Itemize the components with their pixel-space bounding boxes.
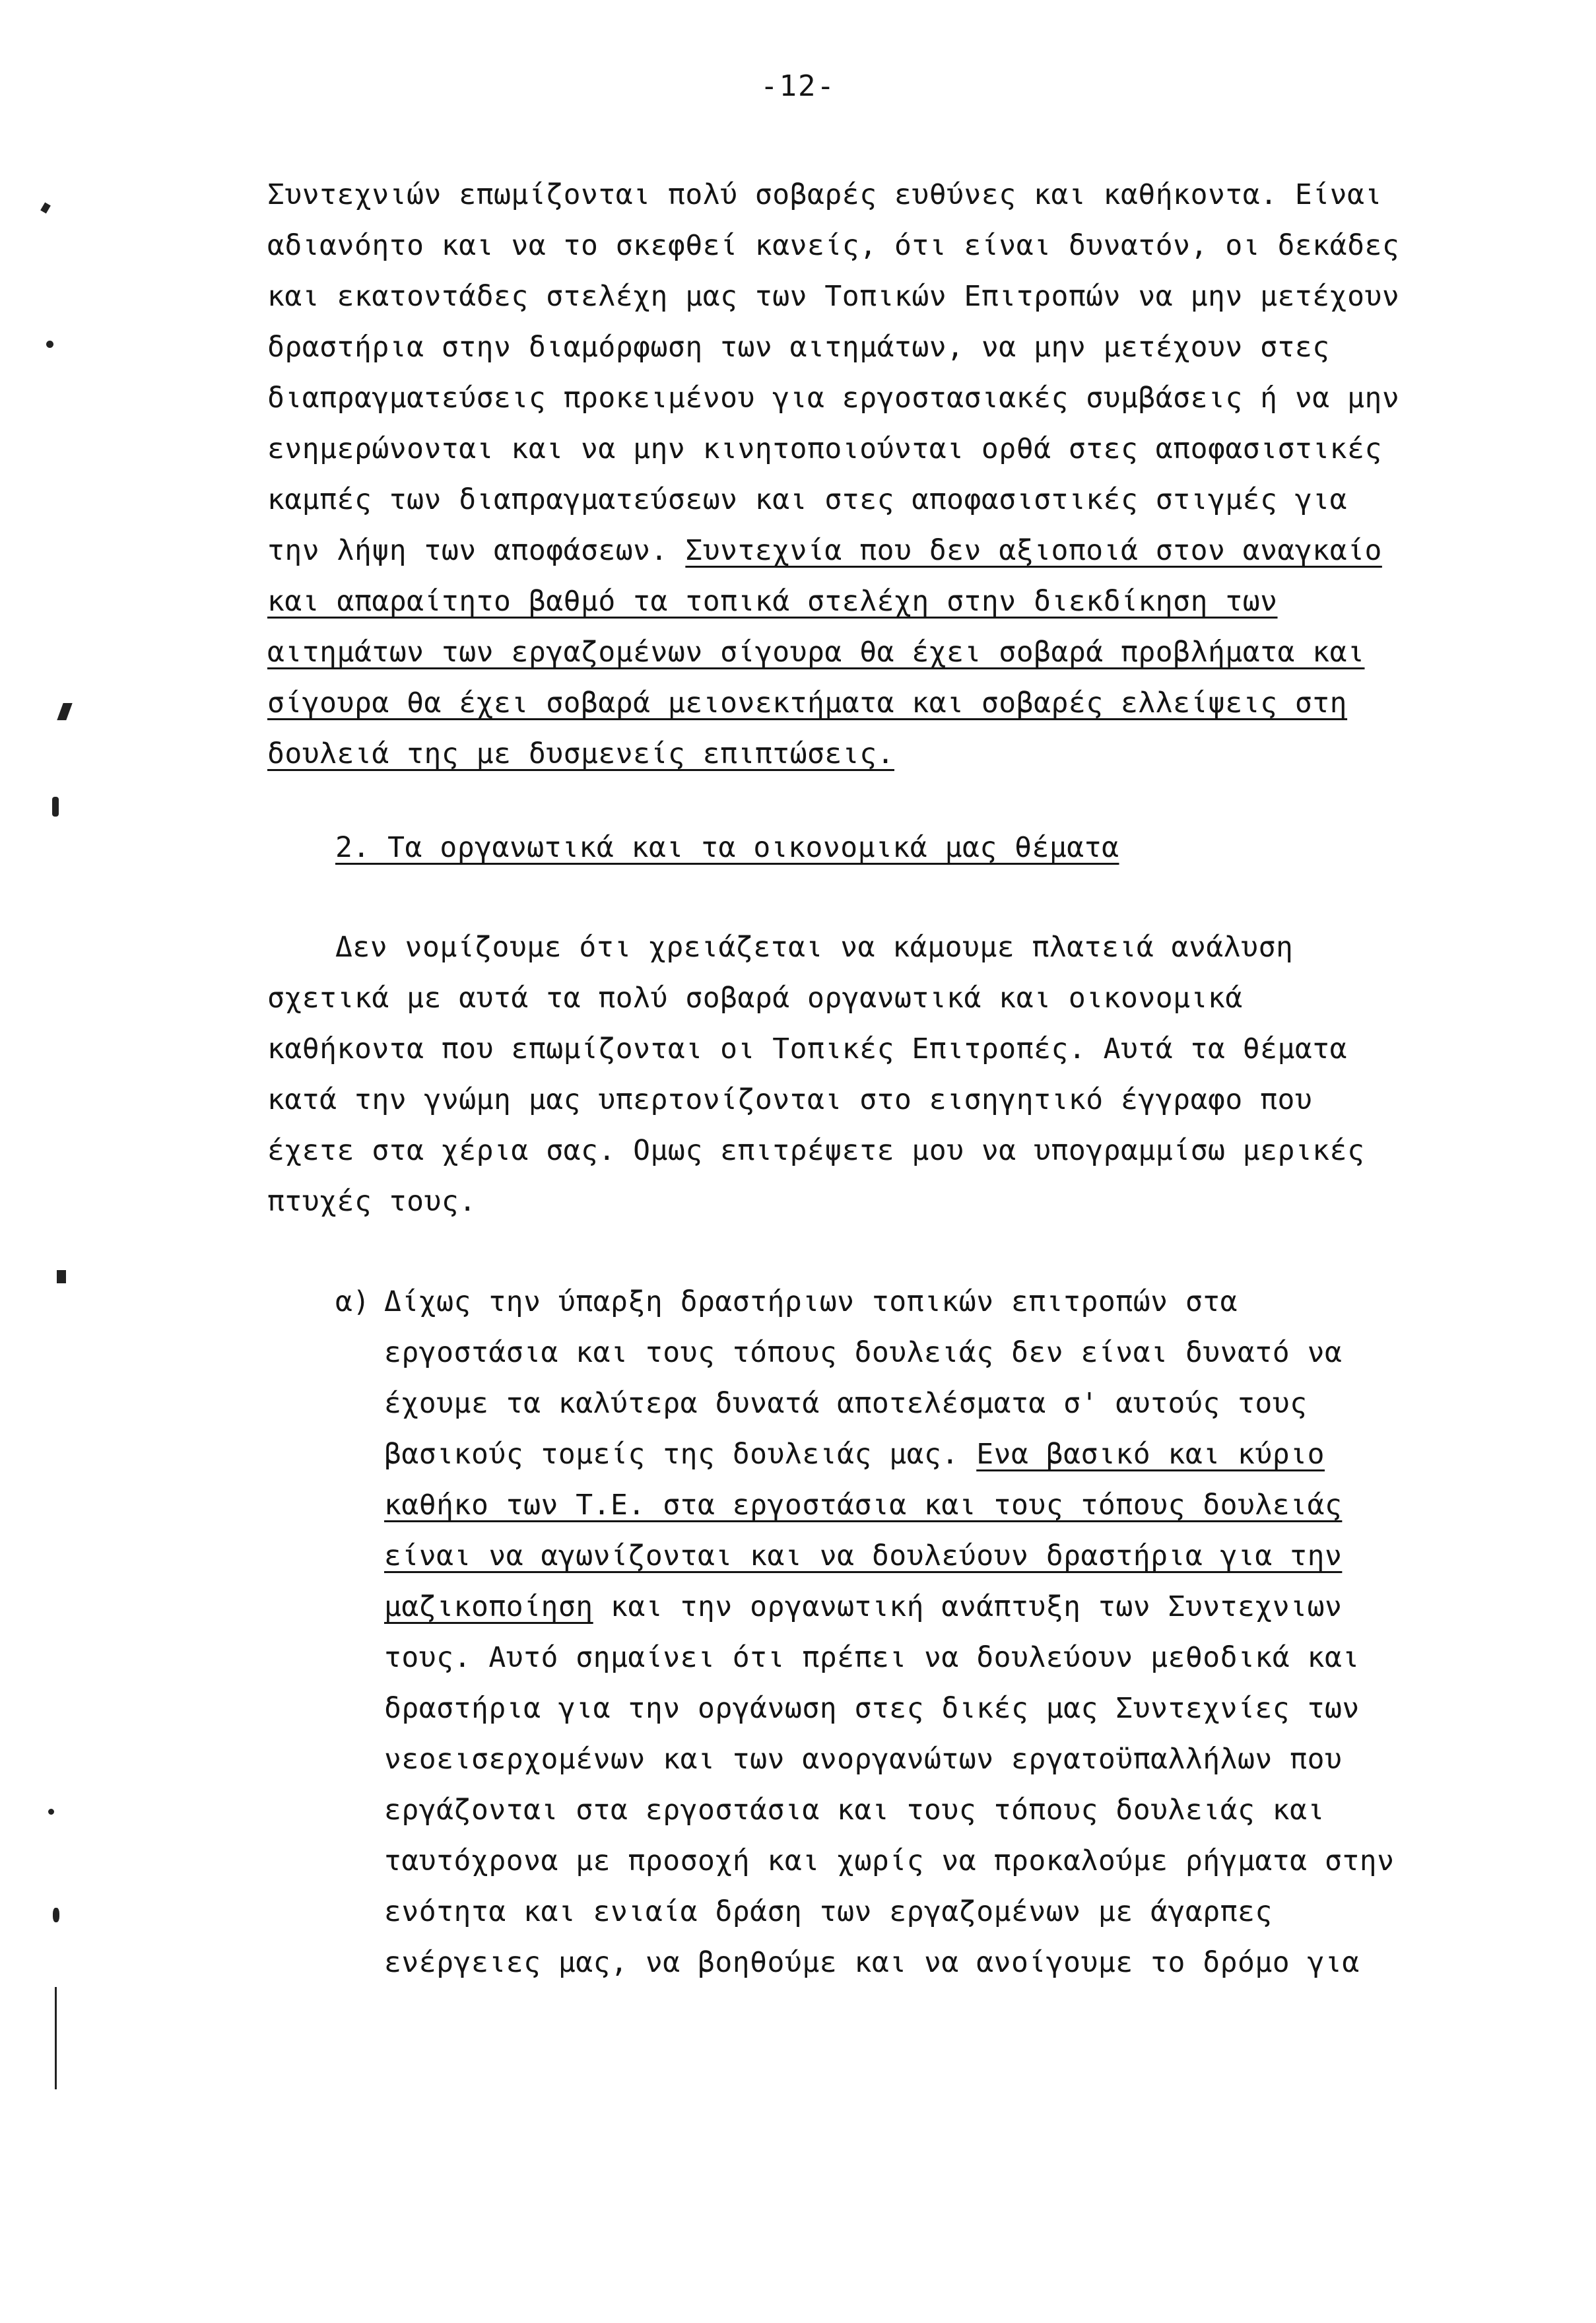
- scan-artifact: [52, 797, 59, 817]
- text-line: ενότητα και ενιαία δράση των εργαζομένων με άγαρπες: [384, 1895, 1273, 1928]
- text-line: καμπές των διαπραγματεύσεων και στες αποφασιστικές στιγμές για: [267, 483, 1348, 516]
- scan-artifact: [55, 1987, 57, 2089]
- text-line: [267, 632, 1364, 672]
- scan-artifact: [46, 341, 53, 348]
- underlined-text: Ενα βασικό και κύριο: [976, 1438, 1325, 1471]
- scan-artifact: [40, 202, 51, 213]
- text-line: [267, 582, 1278, 621]
- text-line: Συντεχνιών επωμίζονται πολύ σοβαρές ευθύνες και καθήκοντα. Είναι: [267, 178, 1382, 211]
- underlined-text: καθήκο των Τ.Ε. στα εργοστάσια και τους τόπους δουλειάς: [384, 1489, 1343, 1522]
- text-line: έχετε στα χέρια σας. Ομως επιτρέψετε μου να υπογραμμίσω μερικές: [267, 1134, 1365, 1167]
- text-line: ενημερώνονται και να μην κινητοποιούνται ορθά στες αποφασιστικές: [267, 432, 1382, 465]
- section-heading: 2. Τα οργανωτικά και τα οικονομικά μας θέματα: [335, 831, 1119, 864]
- text-line: έχουμε τα καλύτερα δυνατά αποτελέσματα σ' αυτούς τους: [384, 1387, 1308, 1420]
- text-line: την λήψη των αποφάσεων. Συντεχνία που δεν αξιοποιά στον αναγκαίο: [267, 534, 1382, 567]
- text-line: τους. Αυτό σημαίνει ότι πρέπει να δουλεύουν μεθοδικά και: [384, 1641, 1360, 1674]
- text-line: διαπραγματεύσεις προκειμένου για εργοστασιακές συμβάσεις ή να μην: [267, 382, 1400, 415]
- text-line: [267, 683, 1347, 723]
- text-line: [384, 1536, 1342, 1576]
- text-line: σχετικά με αυτά τα πολύ σοβαρά οργανωτικά και οικονομικά: [267, 982, 1243, 1015]
- text-line: δραστήρια για την οργάνωση στες δικές μας Συντεχνίες των: [384, 1692, 1360, 1725]
- text-line: κατά την γνώμη μας υπερτονίζονται στο εισηγητικό έγγραφο που: [267, 1083, 1313, 1116]
- text-line: καθήκοντα που επωμίζονται οι Τοπικές Επιτροπές. Αυτά τα θέματα: [267, 1032, 1348, 1065]
- page-number: -12-: [760, 69, 836, 103]
- text-line: πτυχές τους.: [267, 1185, 477, 1218]
- text-line: ενέργειες μας, να βοηθούμε και να ανοίγουμε το δρόμο για: [384, 1946, 1360, 1979]
- scan-artifact: [48, 1809, 54, 1815]
- underlined-text: μαζικοποίηση: [384, 1590, 593, 1623]
- text-line: [267, 734, 894, 774]
- text-line: Δεν νομίζουμε ότι χρειάζεται να κάμουμε πλατειά ανάλυση: [335, 931, 1294, 964]
- underlined-text: δουλειά της με δυσμενείς επιπτώσεις.: [267, 737, 894, 770]
- text-line: Δίχως την ύπαρξη δραστήριων τοπικών επιτροπών στα: [384, 1285, 1238, 1318]
- underlined-text: αιτημάτων των εργαζομένων σίγουρα θα έχει σοβαρά προβλήματα και: [267, 636, 1365, 669]
- text-line: εργάζονται στα εργοστάσια και τους τόπους δουλειάς και: [384, 1794, 1325, 1827]
- text-line: ταυτόχρονα με προσοχή και χωρίς να προκαλούμε ρήγματα στην: [384, 1844, 1395, 1877]
- text-line: και εκατοντάδες στελέχη μας των Τοπικών Επιτροπών να μην μετέχουν: [267, 280, 1400, 313]
- underlined-text: είναι να αγωνίζονται και να δουλεύουν δραστήρια για την: [384, 1539, 1343, 1572]
- text-line: εργοστάσια και τους τόπους δουλειάς δεν είναι δυνατό να: [384, 1336, 1343, 1369]
- underlined-text: και απαραίτητο βαθμό τα τοπικά στελέχη στην διεκδίκηση των: [267, 585, 1278, 618]
- text-line: νεοεισερχομένων και των ανοργανώτων εργατοϋπαλλήλων που: [384, 1743, 1343, 1776]
- text-line: αδιανόητο και να το σκεφθεί κανείς, ότι είναι δυνατόν, οι δεκάδες: [267, 229, 1400, 262]
- scan-artifact: [53, 1908, 59, 1922]
- text-line: βασικούς τομείς της δουλειάς μας. Ενα βασικό και κύριο: [384, 1438, 1325, 1471]
- list-marker: α): [335, 1285, 370, 1318]
- text-line: μαζικοποίηση και την οργανωτική ανάπτυξη των Συντεχνιων: [384, 1590, 1343, 1623]
- text-line: [384, 1485, 1342, 1525]
- scan-artifact: [57, 1270, 66, 1283]
- scan-artifact: [57, 703, 72, 720]
- underlined-text: Συντεχνία που δεν αξιοποιά στον αναγκαίο: [685, 534, 1382, 567]
- text-line: δραστήρια στην διαμόρφωση των αιτημάτων, να μην μετέχουν στες: [267, 331, 1330, 364]
- underlined-text: σίγουρα θα έχει σοβαρά μειονεκτήματα και σοβαρές ελλείψεις στη: [267, 687, 1348, 720]
